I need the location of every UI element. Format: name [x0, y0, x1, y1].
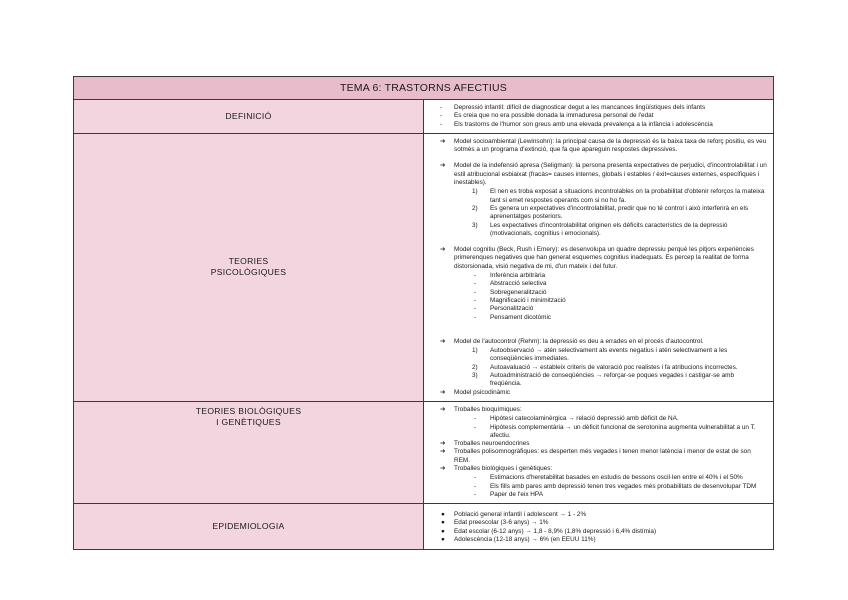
arrow-icon: ➔: [440, 448, 446, 456]
list-item: - Els fills amb pares amb depressió tenen tres vegades més probabilitats de desenvolupar TDM: [454, 483, 767, 491]
arrow-icon: ➔: [440, 162, 446, 170]
arrow-icon: ➔: [440, 464, 446, 472]
item-text: Troballes neuroendocrines: [454, 440, 530, 448]
arrow-icon: ➔: [440, 246, 446, 254]
list-item: [440, 519, 767, 527]
model-autocontrol: [440, 338, 767, 389]
model-socioambiental: [440, 138, 767, 155]
row-psicologiques: [74, 133, 774, 401]
troballes-polisomnografiques: [440, 448, 767, 465]
list-item: - Abstracció selectiva: [454, 280, 767, 288]
arrow-icon: ➔: [440, 440, 446, 448]
item-text: El nen es troba exposat a situacions incontrolables on la probabilitat d'obtenir reforços la mateixa tant si emet respostes operants com si no ho fa.: [490, 188, 765, 204]
list-item: - Inferència arbitrària: [454, 272, 767, 280]
title-row: [74, 77, 774, 100]
list-item: [440, 511, 767, 519]
item-text: Es genera un expectatives d'incontrolabilitat, predir que no té control i això interferirà en els aprenentatges posteriors.: [490, 204, 749, 221]
list-item: [454, 347, 767, 364]
list-item: - Hipòtesis complementària → un dèficit funcional de serotonina augmenta vulnerabilitat a un T. afectiu.: [454, 424, 767, 441]
item-text: Autoavaluació → estableix criteris de valoració poc realistes i fa atribucions incorrectes.: [490, 363, 738, 371]
epidemiologia-list: [440, 511, 767, 544]
cognitiu-sublist: [454, 272, 767, 322]
model-cognitiu: [440, 246, 767, 322]
troballes-geneticas: [440, 465, 767, 499]
arrow-icon: ➔: [440, 388, 446, 396]
model-text: Model de l'autocontrol (Rehm): la depressió es deu a errades en el procés d'autocontrol.: [454, 337, 704, 345]
model-text: Model de la indefensió apresa (Seligman): la persona presenta expectatives de perjudici, d'incontrolabilitat i un estil atribucional esbiaixat (fracàs= causes internes, globals i estables / èxit=causes externes, específiques i inestables).: [454, 162, 767, 187]
row-definicio: [74, 100, 774, 134]
item-text: Troballes polisomnogràfiques: es desperten més vegades i tenen menor latència i menor de estat de son REM.: [454, 448, 751, 464]
list-item: - Estimacions d'heretabilitat basades en estudis de bessons oscil·len entre el 40% i el 50%: [454, 474, 767, 482]
biologiques-list: [440, 406, 767, 499]
bullet-icon: ●: [441, 527, 445, 535]
troballes-neuroendocrines: [440, 440, 767, 448]
list-item: - Els trastorns de l'humor son greus amb una elevada prevalença a la infància i adolescència: [440, 121, 767, 129]
indefensio-sublist: [454, 188, 767, 238]
item-number: 1): [472, 347, 478, 355]
model-indefensio: [440, 162, 767, 238]
content-epidemiologia: [424, 504, 774, 550]
definicio-list: [440, 104, 767, 129]
summary-table: [73, 76, 774, 550]
item-number: 3): [472, 372, 478, 380]
content-psicologiques: [424, 133, 774, 401]
bullet-icon: ●: [441, 519, 445, 527]
item-number: 3): [472, 221, 478, 229]
label-biologiques: [74, 401, 424, 503]
label-epidemiologia: EPIDEMIOLOGIA: [74, 504, 424, 550]
genetiques-sublist: [454, 474, 767, 499]
model-text: Model cognitiu (Beck, Rush i Emery): es desenvolupa un quadre depressiu perquè les pitjors experiències primerenques negatives que han generat esquemes cognitius inadequats. Es percep la realitat de forma distorsionada, visió negativa de mi, d'un mateix i del futur.: [454, 246, 754, 270]
item-text: Població general infantil i adolescent → 1 - 2%: [454, 511, 587, 519]
list-item: [440, 528, 767, 536]
list-item: - Depressió infantil: difícil de diagnosticar degut a les mancances lingüístiques dels infants: [440, 104, 767, 112]
item-number: 1): [472, 188, 478, 196]
arrow-icon: ➔: [440, 405, 446, 413]
list-item: - Magnificació i minimització: [454, 297, 767, 305]
model-text: Model psicodinàmic: [454, 388, 511, 396]
item-text: Autoadministració de conseqüències → reforçar-se poques vegades i castigar-se amb freqüència.: [490, 372, 735, 388]
list-item: - Paper de l'eix HPA: [454, 491, 767, 499]
label-definicio: DEFINICIÓ: [74, 100, 424, 134]
autocontrol-sublist: [454, 347, 767, 388]
label-line: PSICOLÒGIQUES: [210, 267, 287, 278]
item-number: 2): [472, 204, 478, 212]
arrow-icon: ➔: [440, 337, 446, 345]
list-item: [454, 372, 767, 389]
model-psicodinamic: [440, 389, 767, 397]
list-item: - Personalització: [454, 305, 767, 313]
content-biologiques: [424, 401, 774, 503]
label-psicologiques: [74, 133, 424, 401]
list-item: [454, 222, 767, 239]
list-item: - Sobregeneralització: [454, 289, 767, 297]
label-line: I GENÈTIQUES: [216, 416, 281, 427]
item-text: Troballes biològiques i genètiques:: [454, 464, 553, 472]
row-epidemiologia: [74, 504, 774, 550]
list-item: - Pensament dicotòmic: [454, 314, 767, 322]
bullet-icon: ●: [441, 511, 445, 519]
page-title: TEMA 6: TRASTORNS AFECTIUS: [74, 77, 774, 100]
psicologiques-list: [440, 138, 767, 397]
label-line: TEORIES: [228, 256, 269, 267]
item-number: 2): [472, 363, 478, 371]
summary-sheet: [73, 76, 774, 550]
item-text: Troballes bioquímiques:: [454, 405, 522, 413]
list-item: [454, 205, 767, 222]
item-text: Edat escolar (6-12 anys) → 1,8 - 8,9% (1,8% depressió i 6,4% distímia): [454, 527, 657, 535]
list-item: [454, 364, 767, 372]
troballes-bioquimiques: [440, 406, 767, 440]
label-line: TEORIES BIOLÒGIQUES: [195, 405, 302, 416]
bioquimiques-sublist: [454, 415, 767, 440]
model-text: Model socioambiental (Lewinsohn): la principal causa de la depressió és la baixa taxa de reforç positiu, es veu sotmès a un programa d'extinció, que fa que apareguin respostes depressives.: [454, 137, 767, 154]
row-biologiques: [74, 401, 774, 503]
list-item: - Es creia que no era possible donada la immaduresa personal de l'edat: [440, 112, 767, 120]
bullet-icon: ●: [441, 536, 445, 544]
content-definicio: [424, 100, 774, 134]
list-item: - Hipòtesi catecolaminèrgica → relació depressió amb dèficit de NA.: [454, 415, 767, 423]
item-text: Edat preescolar (3-6 anys) → 1%: [454, 519, 549, 527]
list-item: [440, 536, 767, 544]
list-item: [454, 188, 767, 205]
item-text: Les expectatives d'incontrolabilitat originen els dèficits característics de la depressió (motivacionals, cognitius i emocionals).: [490, 221, 728, 237]
item-text: Autoobservació → atén selectivament als events negatius i atén selectivament a les conseqüències immediates.: [490, 347, 728, 363]
item-text: Adolescència (12-18 anys) → 6% (en EEUU 11%): [454, 536, 596, 544]
arrow-icon: ➔: [440, 137, 446, 145]
